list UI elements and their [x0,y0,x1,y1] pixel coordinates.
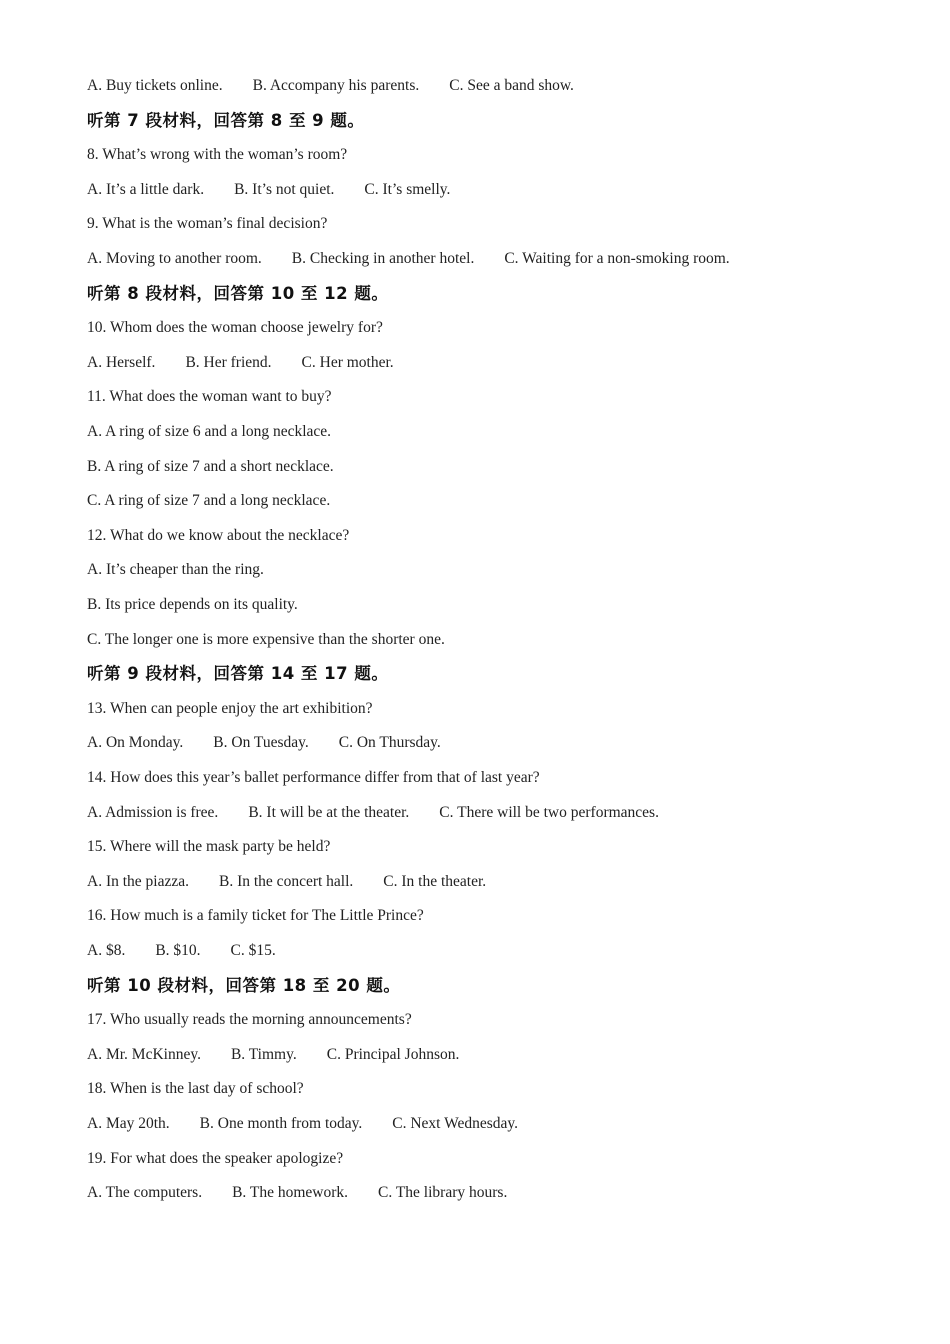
options-row [87,1181,507,1205]
answer-option: C. $15. [230,942,276,959]
answer-option: A. $8. [87,942,126,959]
question-text: 13. When can people enjoy the art exhibition? [87,700,373,717]
answer-option: B. A ring of size 7 and a short necklace. [87,458,334,475]
options-row [87,731,441,755]
answer-option: C. A ring of size 7 and a long necklace. [87,492,331,509]
answer-option: A. May 20th. [87,1115,170,1132]
answer-option: C. The library hours. [378,1184,508,1201]
answer-option: A. A ring of size 6 and a long necklace. [87,423,332,440]
answer-option: C. The longer one is more expensive than the shorter one. [87,631,445,648]
section-heading: 听第 8 段材料，回答第 10 至 12 题。 [87,284,389,303]
options-row [87,247,730,271]
answer-option: A. The computers. [87,1184,203,1201]
question-text: 11. What does the woman want to buy? [87,388,332,405]
options-row [87,351,394,375]
answer-option: B. It’s not quiet. [234,181,335,198]
answer-option: B. Checking in another hotel. [291,250,475,267]
answer-option: A. Mr. McKinney. [87,1046,201,1063]
answer-option: C. On Thursday. [338,734,441,751]
answer-option: A. Herself. [87,354,156,371]
answer-option: B. $10. [155,942,201,959]
answer-option: B. Her friend. [185,354,272,371]
answer-option: A. In the piazza. [87,873,189,890]
options-row [87,74,574,98]
answer-option: C. Principal Johnson. [326,1046,460,1063]
answer-option: A. It’s a little dark. [87,181,205,198]
answer-option: B. It will be at the theater. [248,804,410,821]
answer-option: C. See a band show. [449,77,574,94]
answer-option: B. Timmy. [230,1046,297,1063]
question-text: 14. How does this year’s ballet performance differ from that of last year? [87,769,540,786]
answer-option: C. Next Wednesday. [392,1115,519,1132]
answer-option: A. Buy tickets online. [87,77,223,94]
question-text: 8. What’s wrong with the woman’s room? [87,146,348,163]
section-heading: 听第 10 段材料，回答第 18 至 20 题。 [87,976,401,995]
answer-option: B. The homework. [232,1184,349,1201]
question-text: 17. Who usually reads the morning announcements? [87,1011,412,1028]
answer-option: C. In the theater. [383,873,487,890]
answer-option: A. On Monday. [87,734,184,751]
answer-option: C. There will be two performances. [439,804,659,821]
answer-option: C. Waiting for a non-smoking room. [504,250,730,267]
options-row [87,801,659,825]
section-heading: 听第 9 段材料，回答第 14 至 17 题。 [87,664,389,683]
section-heading: 听第 7 段材料，回答第 8 至 9 题。 [87,111,365,130]
answer-option: B. On Tuesday. [213,734,309,751]
answer-option: C. It’s smelly. [364,181,451,198]
answer-option: B. Accompany his parents. [252,77,420,94]
answer-option: C. Her mother. [301,354,394,371]
options-row [87,870,486,894]
answer-option: A. Moving to another room. [87,250,262,267]
question-text: 12. What do we know about the necklace? [87,527,350,544]
question-text: 19. For what does the speaker apologize? [87,1150,344,1167]
answer-option: A. Admission is free. [87,804,219,821]
options-row [87,1043,459,1067]
question-text: 9. What is the woman’s final decision? [87,215,328,232]
options-row [87,939,276,963]
question-text: 15. Where will the mask party be held? [87,838,331,855]
answer-option: B. One month from today. [199,1115,363,1132]
answer-option: B. In the concert hall. [219,873,354,890]
options-row [87,178,450,202]
question-text: 18. When is the last day of school? [87,1080,304,1097]
question-text: 16. How much is a family ticket for The Little Prince? [87,907,424,924]
question-text: 10. Whom does the woman choose jewelry for? [87,319,383,336]
answer-option: A. It’s cheaper than the ring. [87,561,264,578]
answer-option: B. Its price depends on its quality. [87,596,298,613]
options-row [87,1112,518,1136]
